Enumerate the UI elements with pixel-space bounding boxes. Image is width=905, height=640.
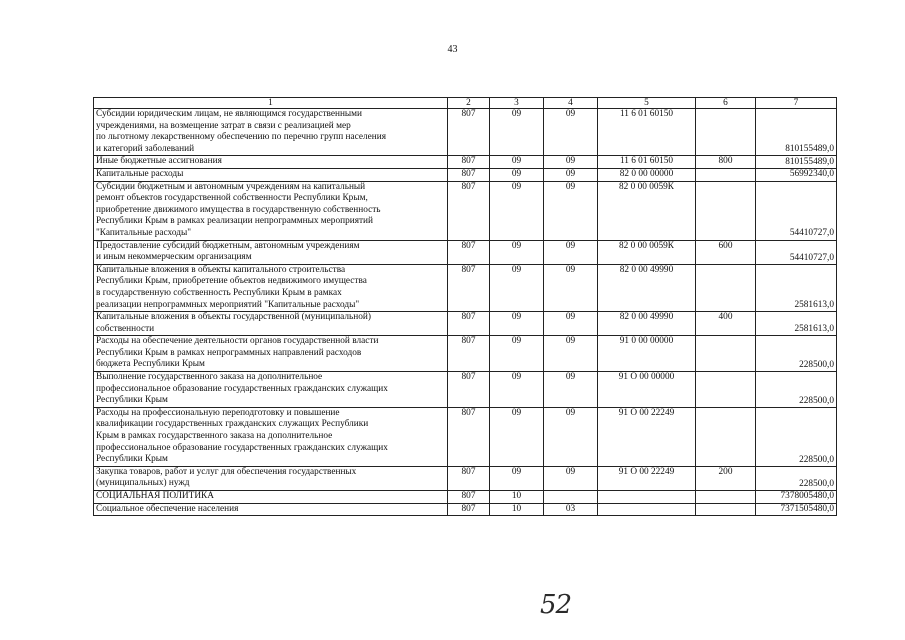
table-row: [94, 240, 837, 264]
subsection-code-cell: 09: [544, 336, 598, 372]
row-name-line: и категорий заболеваний: [96, 143, 195, 154]
expense-type-cell: [696, 491, 756, 504]
row-name-cell: [94, 109, 448, 156]
expense-type-cell: [696, 407, 756, 466]
target-article-cell: 91 0 00 00000: [598, 336, 696, 372]
row-name-line: квалификации государственных гражданских служащих Республики: [96, 419, 369, 430]
expense-type-cell: 200: [696, 466, 756, 490]
header-cell: 6: [696, 98, 756, 109]
target-article-cell: [598, 503, 696, 516]
row-name-cell: [94, 336, 448, 372]
subsection-code-cell: [544, 491, 598, 504]
expense-type-cell: [696, 336, 756, 372]
amount-cell: 2581613,0: [756, 312, 837, 336]
table-row: [94, 156, 837, 169]
expense-type-cell: [696, 181, 756, 240]
target-article-cell: 82 0 00 0059К: [598, 240, 696, 264]
header-cell: 4: [544, 98, 598, 109]
row-name-cell: [94, 168, 448, 181]
row-name-cell: [94, 466, 448, 490]
row-name-line: Расходы на профессиональную переподготовку и повышение: [96, 407, 340, 418]
ministry-code-cell: 807: [448, 503, 490, 516]
row-name-line: "Капитальные расходы": [96, 227, 191, 238]
ministry-code-cell: 807: [448, 312, 490, 336]
row-name-line: реализации непрограммных мероприятий "Капитальные расходы": [96, 299, 360, 310]
target-article-cell: [598, 491, 696, 504]
row-name-line: Выполнение государственного заказа на дополнительное: [96, 372, 323, 383]
section-code-cell: 09: [490, 181, 544, 240]
page-number: 43: [447, 44, 458, 55]
header-cell: 7: [756, 98, 837, 109]
subsection-code-cell: 09: [544, 109, 598, 156]
subsection-code-cell: 03: [544, 503, 598, 516]
table-row: [94, 109, 837, 156]
row-name-line: Иные бюджетные ассигнования: [96, 156, 222, 167]
row-name-line: Капитальные вложения в объекты государственной (муниципальной): [96, 312, 371, 323]
ministry-code-cell: 807: [448, 181, 490, 240]
header-cell: 2: [448, 98, 490, 109]
subsection-code-cell: 09: [544, 181, 598, 240]
subsection-code-cell: 09: [544, 312, 598, 336]
section-code-cell: 09: [490, 156, 544, 169]
row-name-line: учреждениями, на возмещение затрат в связи с реализацией мер: [96, 120, 351, 131]
row-name-line: СОЦИАЛЬНАЯ ПОЛИТИКА: [96, 491, 214, 501]
section-code-cell: 09: [490, 407, 544, 466]
ministry-code-cell: 807: [448, 264, 490, 311]
expense-type-cell: [696, 109, 756, 156]
row-name-line: в государственную собственность Республики Крым в рамках: [96, 287, 342, 298]
table-row: [94, 181, 837, 240]
ministry-code-cell: 807: [448, 372, 490, 408]
expense-type-cell: [696, 503, 756, 516]
target-article-cell: 11 6 01 60150: [598, 156, 696, 169]
row-name-line: Расходы на обеспечение деятельности органов государственной власти: [96, 336, 379, 347]
row-name-line: Закупка товаров, работ и услуг для обеспечения государственных: [96, 466, 357, 477]
header-cell: 3: [490, 98, 544, 109]
table-row: [94, 372, 837, 408]
row-name-line: Крым в рамках государственного заказа на дополнительное: [96, 431, 333, 442]
row-name-line: Республики Крым: [96, 395, 168, 406]
section-code-cell: 09: [490, 264, 544, 311]
ministry-code-cell: 807: [448, 466, 490, 490]
section-code-cell: 09: [490, 336, 544, 372]
row-name-line: и иным некоммерческим организациям: [96, 252, 252, 263]
subsection-code-cell: 09: [544, 264, 598, 311]
subsection-code-cell: 09: [544, 156, 598, 169]
row-name-line: Предоставление субсидий бюджетным, автономным учреждениям: [96, 240, 360, 251]
amount-cell: 54410727,0: [756, 181, 837, 240]
target-article-cell: 11 6 01 60150: [598, 109, 696, 156]
expense-type-cell: [696, 168, 756, 181]
row-name-line: приобретение движимого имущества в государственную собственность: [96, 204, 381, 215]
row-name-cell: [94, 156, 448, 169]
table-row: [94, 466, 837, 490]
amount-cell: 228500,0: [756, 372, 837, 408]
row-name-line: Республики Крым в рамках реализации непрограммных мероприятий: [96, 216, 373, 227]
row-name-line: Капитальные расходы: [96, 168, 184, 179]
expense-type-cell: 800: [696, 156, 756, 169]
ministry-code-cell: 807: [448, 240, 490, 264]
amount-cell: 56992340,0: [756, 168, 837, 181]
row-name-line: Республики Крым: [96, 454, 168, 465]
section-code-cell: 10: [490, 491, 544, 504]
table-row: [94, 491, 837, 504]
amount-cell: 54410727,0: [756, 240, 837, 264]
header-cell: 5: [598, 98, 696, 109]
row-name-line: профессиональное образование государственных гражданских служащих: [96, 383, 388, 394]
table-row: [94, 312, 837, 336]
target-article-cell: 82 0 00 49990: [598, 264, 696, 311]
expense-type-cell: 600: [696, 240, 756, 264]
target-article-cell: 91 О 00 22249: [598, 407, 696, 466]
table-row: [94, 407, 837, 466]
table-row: [94, 168, 837, 181]
target-article-cell: 82 0 00 0059К: [598, 181, 696, 240]
ministry-code-cell: 807: [448, 168, 490, 181]
subsection-code-cell: 09: [544, 168, 598, 181]
expense-type-cell: 400: [696, 312, 756, 336]
row-name-cell: [94, 312, 448, 336]
budget-table: [93, 97, 837, 516]
row-name-line: Республики Крым в рамках непрограммных направлений расходов: [96, 347, 362, 358]
row-name-line: Субсидии бюджетным и автономным учреждениям на капитальный: [96, 181, 366, 192]
amount-cell: 810155489,0: [756, 156, 837, 169]
row-name-cell: [94, 491, 448, 504]
section-code-cell: 10: [490, 503, 544, 516]
row-name-line: Субсидии юридическим лицам, не являющимся государственными: [96, 109, 363, 119]
row-name-line: профессиональное образование государственных гражданских служащих: [96, 442, 388, 453]
handwritten-page-mark: 52: [540, 590, 572, 620]
row-name-line: собственности: [96, 323, 155, 334]
section-code-cell: 09: [490, 312, 544, 336]
expense-type-cell: [696, 372, 756, 408]
subsection-code-cell: 09: [544, 466, 598, 490]
section-code-cell: 09: [490, 168, 544, 181]
section-code-cell: 09: [490, 109, 544, 156]
table-row: [94, 336, 837, 372]
amount-cell: 7371505480,0: [756, 503, 837, 516]
target-article-cell: 91 О 00 22249: [598, 466, 696, 490]
row-name-line: бюджета Республики Крым: [96, 359, 205, 370]
section-code-cell: 09: [490, 466, 544, 490]
subsection-code-cell: 09: [544, 407, 598, 466]
row-name-cell: [94, 240, 448, 264]
row-name-cell: [94, 503, 448, 516]
section-code-cell: 09: [490, 240, 544, 264]
row-name-cell: [94, 264, 448, 311]
amount-cell: 228500,0: [756, 466, 837, 490]
ministry-code-cell: 807: [448, 491, 490, 504]
target-article-cell: 91 О 00 00000: [598, 372, 696, 408]
row-name-cell: [94, 181, 448, 240]
table-row: [94, 264, 837, 311]
amount-cell: 228500,0: [756, 407, 837, 466]
amount-cell: 2581613,0: [756, 264, 837, 311]
table-row: [94, 503, 837, 516]
row-name-cell: [94, 372, 448, 408]
target-article-cell: 82 0 00 49990: [598, 312, 696, 336]
row-name-line: Капитальные вложения в объекты капитального строительства: [96, 264, 346, 275]
ministry-code-cell: 807: [448, 109, 490, 156]
section-code-cell: 09: [490, 372, 544, 408]
target-article-cell: 82 0 00 00000: [598, 168, 696, 181]
ministry-code-cell: 807: [448, 156, 490, 169]
row-name-line: ремонт объектов государственной собственности Республики Крым,: [96, 193, 368, 204]
header-cell: 1: [94, 98, 448, 109]
expense-type-cell: [696, 264, 756, 311]
subsection-code-cell: 09: [544, 372, 598, 408]
row-name-cell: [94, 407, 448, 466]
row-name-line: Социальное обеспечение населения: [96, 503, 239, 514]
amount-cell: 228500,0: [756, 336, 837, 372]
subsection-code-cell: 09: [544, 240, 598, 264]
row-name-line: Республики Крым, приобретение объектов недвижимого имущества: [96, 276, 367, 287]
table-header-row: [94, 98, 837, 109]
amount-cell: 7378005480,0: [756, 491, 837, 504]
ministry-code-cell: 807: [448, 407, 490, 466]
row-name-line: по льготному лекарственному обеспечению по перечню групп населения: [96, 132, 387, 143]
row-name-line: (муниципальных) нужд: [96, 478, 190, 489]
amount-cell: 810155489,0: [756, 109, 837, 156]
ministry-code-cell: 807: [448, 336, 490, 372]
